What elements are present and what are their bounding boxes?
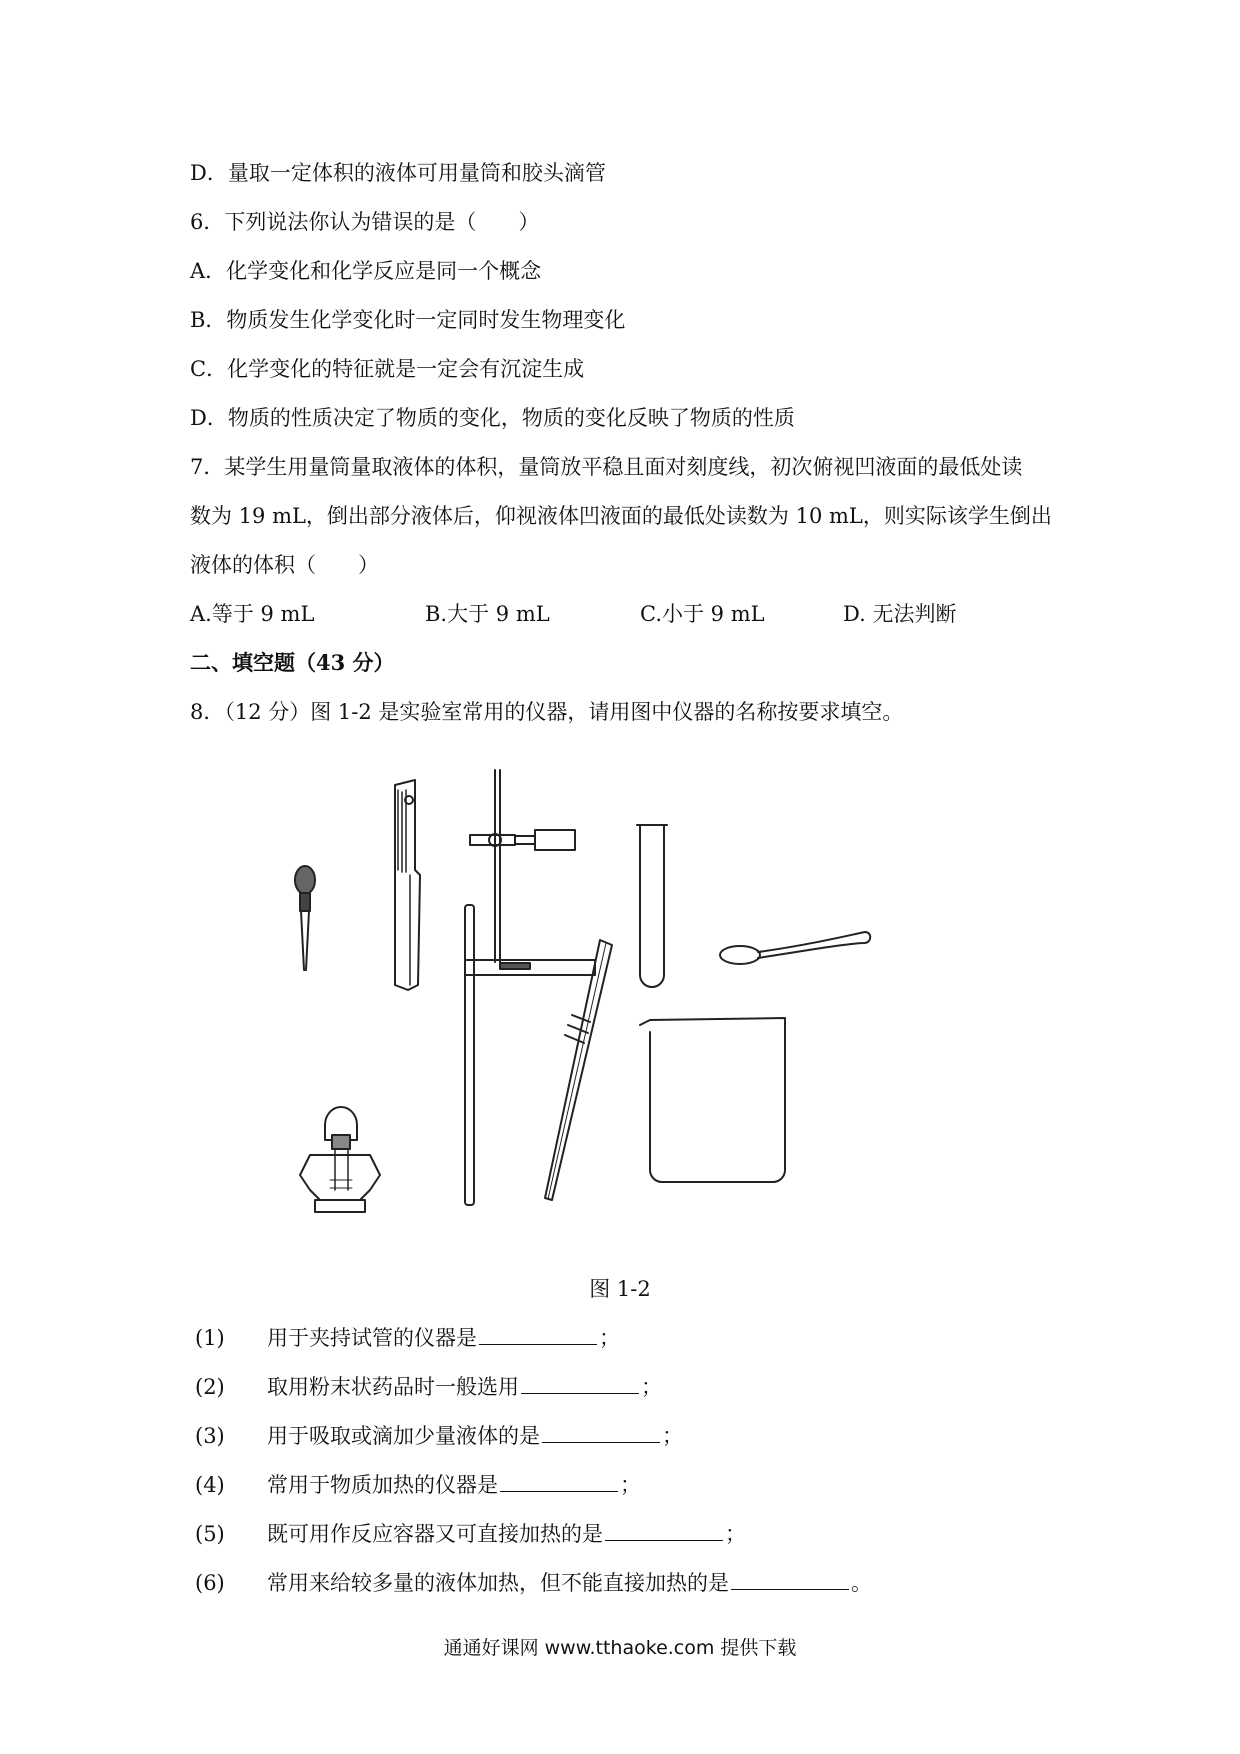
q7-stem-line2: 数为 19 mL，倒出部分液体后，仰视液体凹液面的最低处读数为 10 mL，则实际该学生倒出 (190, 504, 1052, 528)
section-heading: 二、填空题（43 分） (190, 650, 395, 675)
item-end: ； (662, 1424, 683, 1448)
q8-item (195, 1322, 620, 1353)
glass-rod-icon (465, 905, 474, 1205)
item-text: 常用来给较多量的液体加热，但不能直接加热的是 (267, 1571, 729, 1595)
q7-option-c: C.小于 9 mL (640, 602, 765, 626)
item-end: 。 (851, 1571, 872, 1595)
q6-option-b: B．物质发生化学变化时一定同时发生物理变化 (190, 308, 626, 332)
q7-stem-line3: 液体的体积（ ） (190, 553, 379, 577)
item-text: 用于夹持试管的仪器是 (267, 1326, 477, 1350)
item-text: 取用粉末状药品时一般选用 (267, 1375, 519, 1399)
q6-option-c: C．化学变化的特征就是一定会有沉淀生成 (190, 357, 585, 381)
q8-stem: 8．（12 分）图 1-2 是实验室常用的仪器，请用图中仪器的名称按要求填空。 (190, 700, 904, 724)
alcohol-lamp-icon (300, 1107, 380, 1212)
answer-blank[interactable] (500, 1469, 618, 1492)
item-text: 常用于物质加热的仪器是 (267, 1473, 498, 1497)
item-number: (1) (195, 1326, 225, 1350)
figure-caption: 图 1-2 (589, 1277, 651, 1301)
item-end: ； (725, 1522, 746, 1546)
q7-option-b: B.大于 9 mL (425, 602, 550, 626)
item-number: (5) (195, 1522, 225, 1546)
answer-blank[interactable] (605, 1518, 723, 1541)
q8-item (195, 1518, 746, 1549)
q8-item (195, 1371, 662, 1402)
q8-item (195, 1469, 641, 1500)
iron-stand-icon (465, 770, 595, 975)
beaker-icon (640, 1018, 785, 1182)
item-number: (2) (195, 1375, 225, 1399)
q7-stem-line1: 7．某学生用量筒量取液体的体积，量筒放平稳且面对刻度线，初次俯视凹液面的最低处读 (190, 455, 1023, 479)
answer-blank[interactable] (479, 1322, 597, 1345)
item-number: (6) (195, 1571, 225, 1595)
item-end: ； (599, 1326, 620, 1350)
item-end: ； (620, 1473, 641, 1497)
lab-instruments-figure (290, 760, 950, 1240)
q8-item (195, 1567, 872, 1598)
answer-blank[interactable] (521, 1371, 639, 1394)
tweezers-icon (545, 940, 612, 1200)
q5-option-d: D．量取一定体积的液体可用量筒和胶头滴管 (190, 161, 606, 185)
test-tube-holder-icon (395, 780, 420, 990)
footer-source: 通通好课网 www.tthaoke.com 提供下载 (443, 1637, 797, 1659)
item-text: 用于吸取或滴加少量液体的是 (267, 1424, 540, 1448)
q8-item (195, 1420, 683, 1451)
spatula-icon (720, 932, 870, 964)
q6-option-d: D．物质的性质决定了物质的变化，物质的变化反映了物质的性质 (190, 406, 795, 430)
q7-option-d: D. 无法判断 (843, 602, 957, 626)
item-number: (3) (195, 1424, 225, 1448)
item-number: (4) (195, 1473, 225, 1497)
dropper-icon (295, 866, 315, 970)
q7-option-a: A.等于 9 mL (190, 602, 315, 626)
item-text: 既可用作反应容器又可直接加热的是 (267, 1522, 603, 1546)
q6-option-a: A．化学变化和化学反应是同一个概念 (190, 259, 542, 283)
q6-stem: 6．下列说法你认为错误的是（ ） (190, 210, 540, 234)
answer-blank[interactable] (542, 1420, 660, 1443)
item-end: ； (641, 1375, 662, 1399)
answer-blank[interactable] (731, 1567, 849, 1590)
test-tube-icon (637, 825, 667, 987)
